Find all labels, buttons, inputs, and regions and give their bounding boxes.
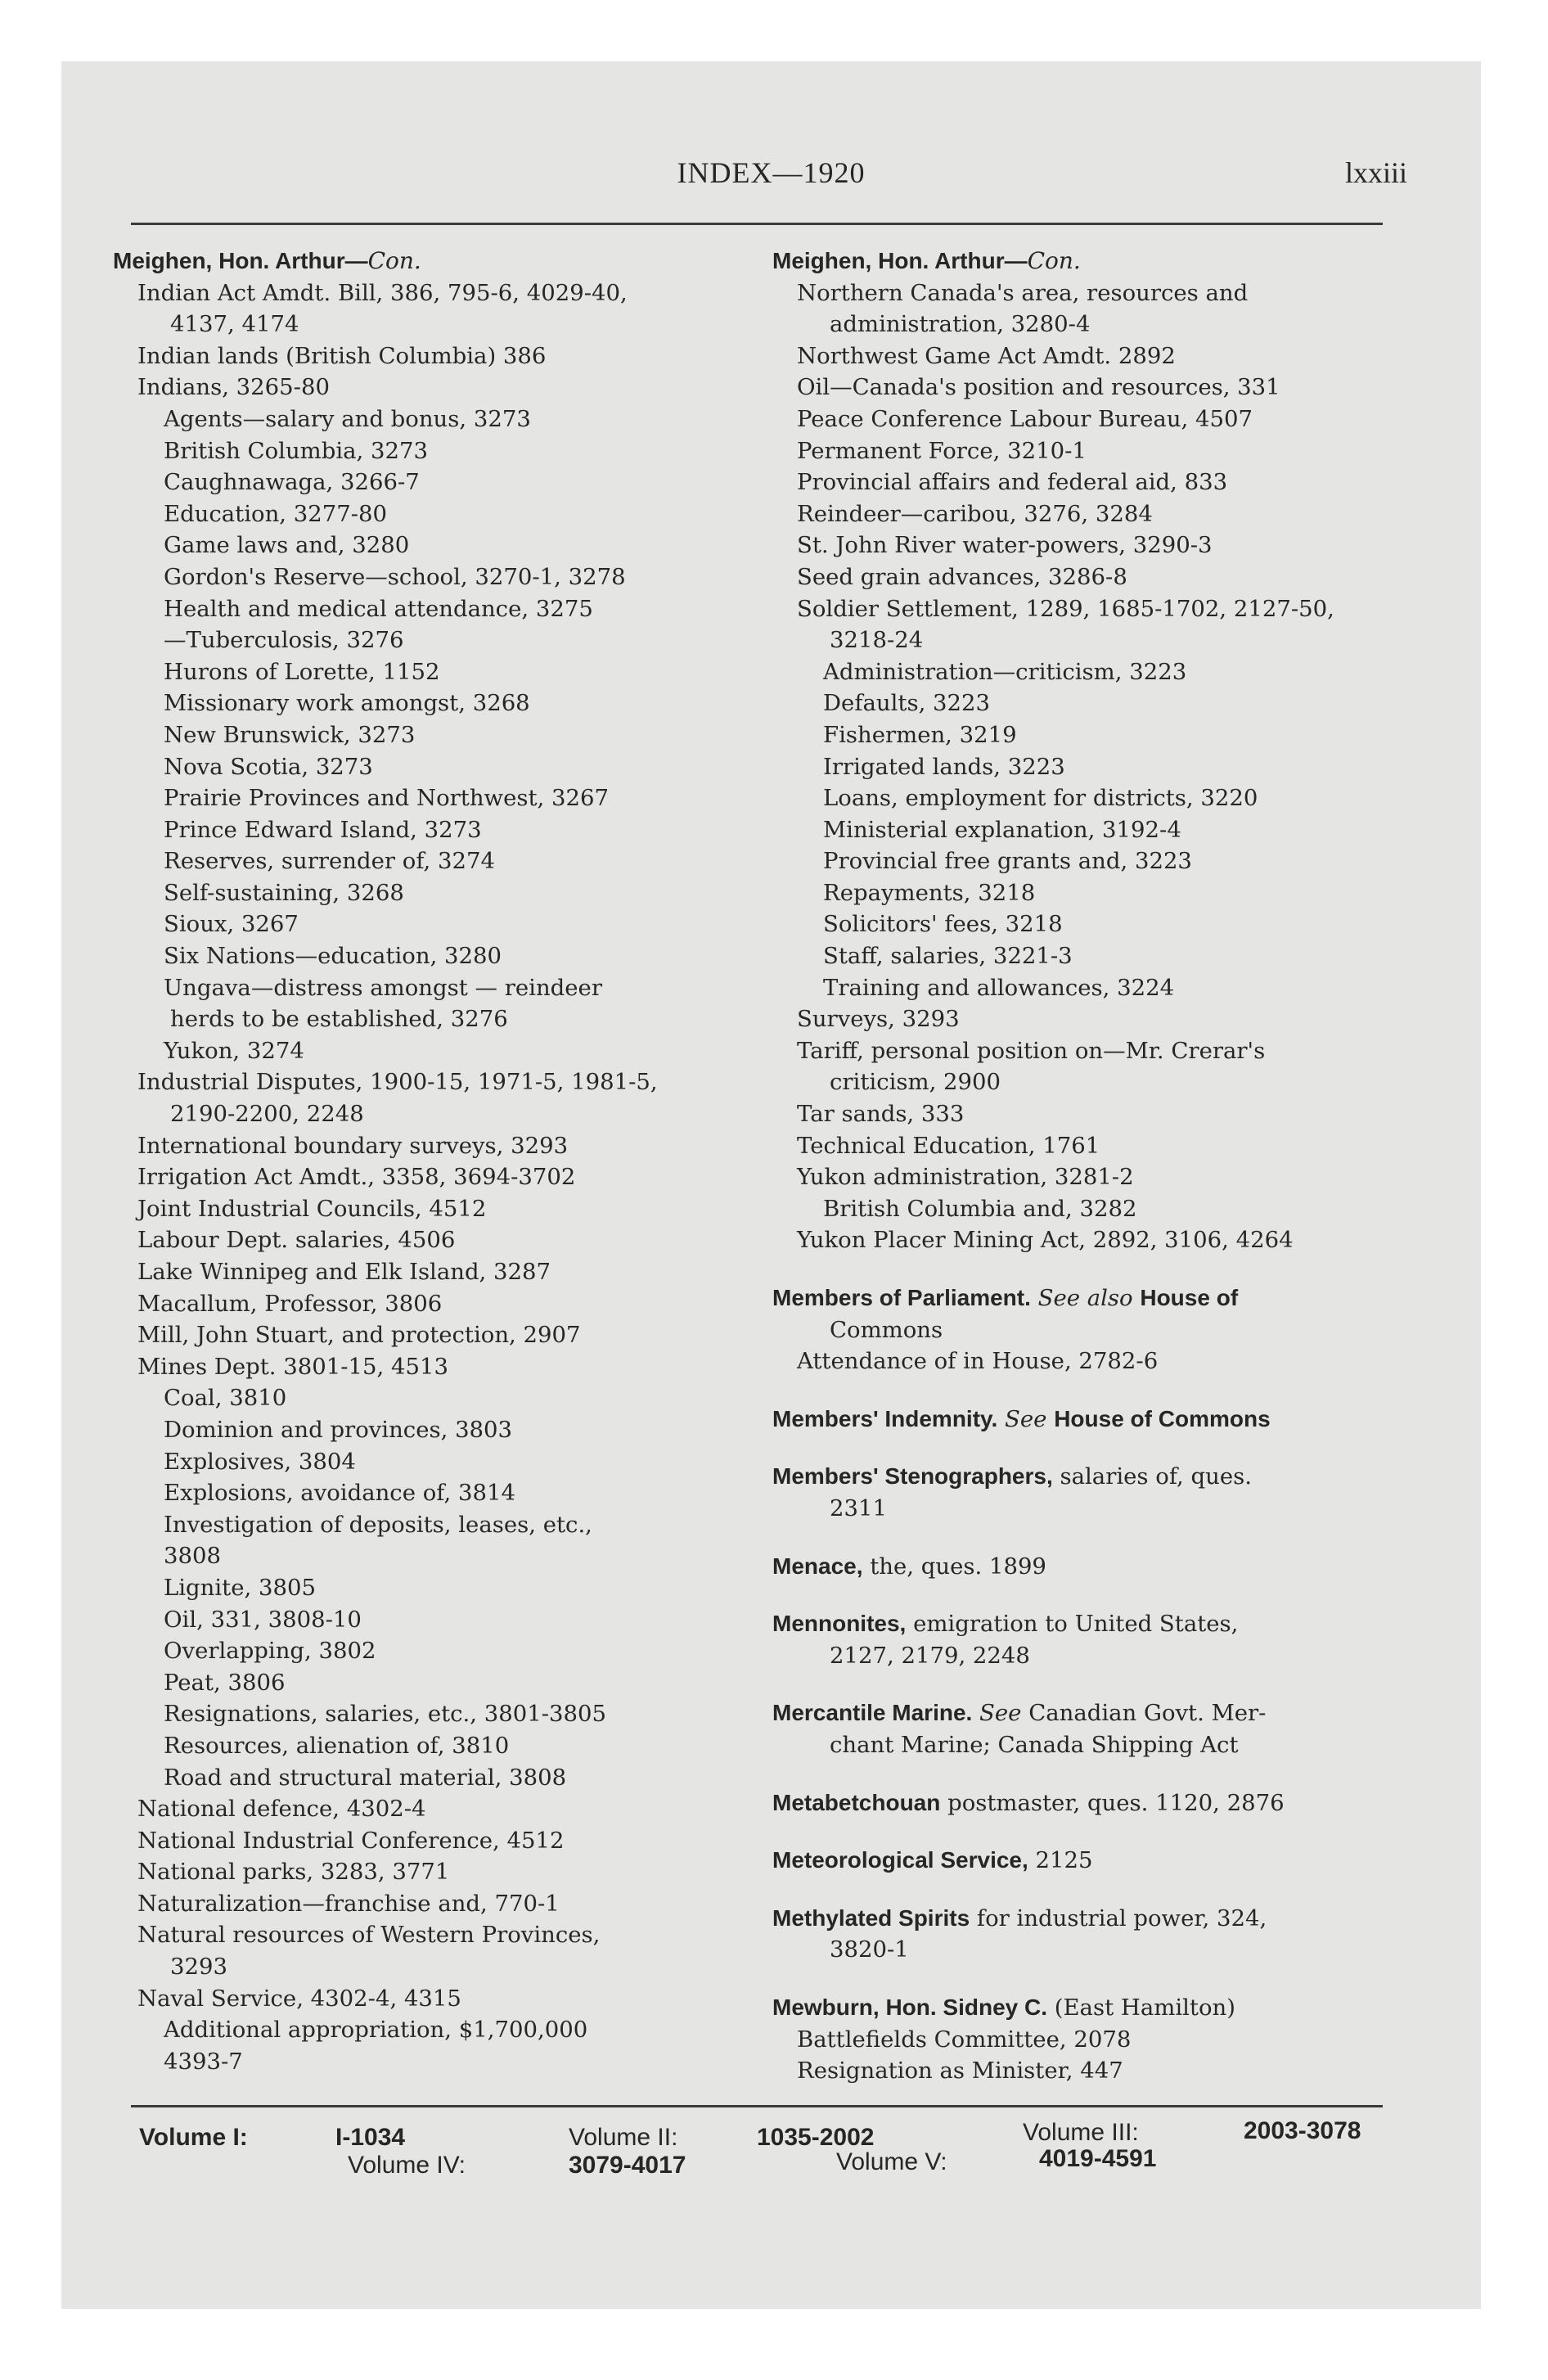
index-heading [772,1608,1378,1640]
index-entry: Loans, employment for districts, 3220 [823,785,1258,812]
index-entry: Health and medical attendance, 3275 [164,595,593,622]
page-header [61,156,1481,196]
cross-reference-see: See also [1030,1285,1141,1311]
entry-gap [772,1256,1378,1282]
index-entry: Staff, salaries, 3221-3 [823,943,1073,970]
index-entry: Administration—criticism, 3223 [823,658,1187,685]
index-entry: herds to be established, 3276 [170,1006,508,1033]
heading-detail: 2125 [1028,1847,1093,1874]
heading-term: Meteorological Service, [772,1847,1028,1873]
index-entry: Technical Education, 1761 [797,1132,1100,1159]
index-entry: Irrigation Act Amdt., 3358, 3694-3702 [137,1164,576,1191]
heading-term: Mewburn, Hon. Sidney C. [772,1994,1048,2020]
index-entry: 2190-2200, 2248 [170,1101,364,1128]
index-entry: —Tuberculosis, 3276 [164,627,404,654]
index-entry: Fishermen, 3219 [823,721,1017,748]
index-entry: Surveys, 3293 [797,1006,960,1033]
index-entry: Labour Dept. salaries, 4506 [137,1227,456,1254]
index-entry: International boundary surveys, 3293 [137,1132,569,1159]
volume-4-label: Volume IV: [348,2152,466,2179]
index-heading [772,1787,1378,1819]
index-entry: Training and allowances, 3224 [823,974,1175,1001]
volume-2-range: 1035-2002 [757,2124,875,2151]
index-entry: Road and structural material, 3808 [164,1764,567,1791]
index-entry: Reindeer—caribou, 3276, 3284 [797,500,1153,527]
heading-term: Metabetchouan [772,1789,941,1815]
heading-term: House of Commons [1054,1405,1271,1431]
index-entry: Naturalization—franchise and, 770-1 [137,1890,560,1917]
index-heading [772,1697,1378,1729]
index-heading [772,1404,1378,1436]
heading-detail: postmaster, ques. 1120, 2876 [940,1789,1285,1816]
volume-4-range: 3079-4017 [569,2152,686,2179]
index-heading [772,1551,1378,1583]
running-title: INDEX—1920 [677,156,866,189]
footer-rule [131,2105,1383,2107]
index-entry: Dominion and provinces, 3803 [164,1416,513,1443]
index-entry: Resignations, salaries, etc., 3801-3805 [164,1701,607,1728]
volume-1-label: Volume I: [139,2124,248,2151]
index-entry: Investigation of deposits, leases, etc., [164,1511,592,1538]
index-entry: 3820-1 [830,1936,909,1963]
index-entry: 4393-7 [164,2048,243,2075]
volume-1-range: I-1034 [335,2124,406,2151]
index-entry: British Columbia and, 3282 [823,1195,1137,1222]
index-heading [113,246,735,277]
index-entry: 4137, 4174 [170,311,299,338]
index-entry: Provincial free grants and, 3223 [823,848,1192,875]
index-entry: criticism, 2900 [830,1069,1001,1096]
index-column-left [113,246,735,2077]
index-entry: Explosives, 3804 [164,1448,356,1475]
index-entry: Lignite, 3805 [164,1574,316,1601]
index-entry: Indians, 3265-80 [137,374,330,401]
index-entry: Prince Edward Island, 3273 [164,816,482,843]
index-entry: British Columbia, 3273 [164,437,429,464]
index-entry: Permanent Force, 3210-1 [797,437,1087,464]
index-entry: administration, 3280-4 [830,311,1091,338]
index-heading [772,1282,1378,1314]
volume-5-range: 4019-4591 [1039,2145,1157,2172]
page-number: lxxiii [1344,156,1407,189]
index-entry: Indian lands (British Columbia) 386 [137,342,547,369]
heading-detail: emigration to United States, [906,1611,1239,1638]
heading-term: Mercantile Marine. [772,1700,973,1726]
index-entry: Provincial affairs and federal aid, 833 [797,469,1228,496]
heading-detail: salaries of, ques. [1052,1463,1252,1490]
heading-term: Menace, [772,1553,863,1579]
index-entry: Tariff, personal position on—Mr. Crerar's [797,1037,1266,1064]
index-entry: Ungava—distress amongst — reindeer [164,974,602,1001]
index-column-right [772,246,1378,2087]
index-entry: Peace Conference Labour Bureau, 4507 [797,405,1253,432]
index-entry: Resources, alienation of, 3810 [164,1732,510,1759]
volume-3-label: Volume III: [1023,2119,1139,2146]
index-entry: 3218-24 [830,627,924,654]
index-entry: Additional appropriation, $1,700,000 [164,2017,588,2044]
heading-term: Members of Parliament. [772,1285,1031,1310]
index-entry: Northwest Game Act Amdt. 2892 [797,342,1176,369]
index-entry: 2127, 2179, 2248 [830,1642,1030,1669]
index-entry: Oil, 331, 3808-10 [164,1606,362,1633]
index-heading [772,1845,1378,1877]
volume-key-footer [139,2117,1391,2206]
index-heading [772,1903,1378,1935]
index-entry: Mill, John Stuart, and protection, 2907 [137,1322,581,1349]
index-entry: Resignation as Minister, 447 [797,2058,1123,2085]
index-entry: Mines Dept. 3801-15, 4513 [137,1353,448,1380]
index-entry: Nova Scotia, 3273 [164,753,373,780]
index-entry: Education, 3277-80 [164,500,388,527]
index-entry: Prairie Provinces and Northwest, 3267 [164,785,609,812]
index-entry: 3808 [164,1543,221,1570]
heading-term: Methylated Spirits [772,1904,970,1931]
index-entry: Joint Industrial Councils, 4512 [137,1195,487,1222]
continued-marker: Con. [367,247,421,274]
index-entry: Missionary work amongst, 3268 [164,690,530,717]
header-rule [131,223,1383,225]
heading-term: Meighen, Hon. Arthur—Con. [113,247,421,274]
index-heading [772,1461,1378,1493]
index-entry: National parks, 3283, 3771 [137,1859,450,1886]
entry-gap [772,1819,1378,1845]
entry-gap [772,1966,1378,1992]
index-entry: Game laws and, 3280 [164,532,410,559]
index-entry: Seed grain advances, 3286-8 [797,563,1127,590]
index-entry: Solicitors' fees, 3218 [823,911,1063,938]
heading-term: Meighen, Hon. Arthur—Con. [772,247,1081,274]
index-entry: Self-sustaining, 3268 [164,879,404,906]
index-entry: Commons [830,1316,943,1343]
index-entry: Tar sands, 333 [797,1101,965,1128]
index-entry: Irrigated lands, 3223 [823,753,1065,780]
index-entry: Naval Service, 4302-4, 4315 [137,1985,461,2012]
index-entry: New Brunswick, 3273 [164,721,416,748]
cross-reference-see: See [972,1700,1029,1727]
index-entry: National Industrial Conference, 4512 [137,1827,565,1854]
index-entry: Natural resources of Western Provinces, [137,1922,601,1949]
index-entry: Coal, 3810 [164,1385,287,1412]
index-entry: Repayments, 3218 [823,879,1036,906]
index-entry: Lake Winnipeg and Elk Island, 3287 [137,1259,551,1285]
continued-marker: Con. [1027,247,1081,274]
entry-gap [772,1525,1378,1551]
heading-detail: (East Hamilton) [1047,1994,1235,2021]
index-entry: Indian Act Amdt. Bill, 386, 795-6, 4029-40, [137,279,628,306]
index-entry: Gordon's Reserve—school, 3270-1, 3278 [164,563,626,590]
index-entry: Yukon administration, 3281-2 [797,1164,1134,1191]
volume-2-label: Volume II: [569,2124,678,2151]
index-entry: Six Nations—education, 3280 [164,943,502,970]
index-entry: Yukon Placer Mining Act, 2892, 3106, 4264 [797,1227,1294,1254]
index-entry: Battlefields Committee, 2078 [797,2026,1132,2053]
index-entry: Reserves, surrender of, 3274 [164,848,496,875]
index-entry: Caughnawaga, 3266-7 [164,469,420,496]
heading-term: House of [1140,1285,1239,1310]
index-entry: Yukon, 3274 [164,1037,304,1064]
index-entry: Overlapping, 3802 [164,1638,376,1665]
volume-5-label: Volume V: [836,2148,947,2175]
entry-gap [772,1377,1378,1404]
entry-gap [772,1582,1378,1608]
heading-term: Members' Stenographers, [772,1463,1053,1490]
entry-gap [772,1435,1378,1461]
index-entry: Soldier Settlement, 1289, 1685-1702, 2127-50, [797,595,1334,622]
entry-gap [772,1877,1378,1903]
index-entry: Peat, 3806 [164,1669,286,1696]
index-heading [772,246,1378,277]
heading-term: Members' Indemnity. [772,1405,998,1431]
entry-gap [772,1761,1378,1787]
volume-3-range: 2003-3078 [1244,2117,1361,2144]
heading-term: Mennonites, [772,1611,907,1637]
index-entry: Ministerial explanation, 3192-4 [823,816,1181,843]
index-entry: 3293 [170,1954,227,1981]
index-entry: Attendance of in House, 2782-6 [797,1348,1159,1375]
index-entry: chant Marine; Canada Shipping Act [830,1731,1239,1758]
index-entry: Northern Canada's area, resources and [797,279,1249,306]
index-entry: Industrial Disputes, 1900-15, 1971-5, 1981-5, [137,1069,658,1096]
entry-gap [772,1671,1378,1697]
heading-detail: the, ques. 1899 [862,1553,1046,1580]
index-entry: Explosions, avoidance of, 3814 [164,1480,515,1507]
index-entry: Agents—salary and bonus, 3273 [164,405,531,432]
index-entry: National defence, 4302-4 [137,1796,426,1823]
cross-reference-see: See [997,1405,1055,1432]
index-entry: Sioux, 3267 [164,911,299,938]
index-entry: Oil—Canada's position and resources, 331 [797,374,1280,401]
heading-detail: Canadian Govt. Mer- [1028,1700,1267,1727]
index-heading [772,1992,1378,2024]
index-entry: Hurons of Lorette, 1152 [164,658,440,685]
index-entry: Defaults, 3223 [823,690,991,717]
index-entry: St. John River water-powers, 3290-3 [797,532,1213,559]
index-entry: Macallum, Professor, 3806 [137,1290,443,1317]
index-entry: 2311 [830,1494,887,1521]
heading-detail: for industrial power, 324, [970,1904,1267,1931]
